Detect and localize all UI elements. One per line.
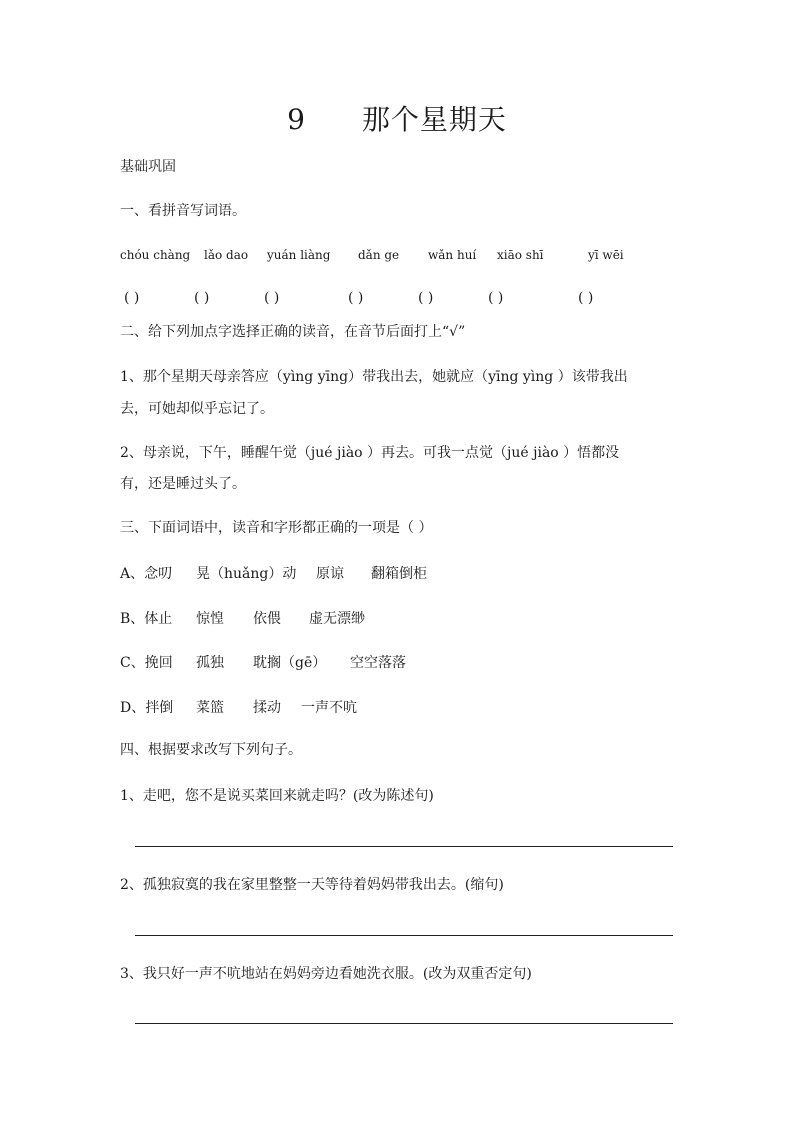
q2-heading: 二、给下列加点字选择正确的读音，在音节后面打上“√” <box>120 324 466 340</box>
option-label: C、挽回 <box>120 655 173 671</box>
q2-item1-line1: 1、那个星期天母亲答应（yìng yīng）带我出去，她就应（yīng yìng ）该带我出 <box>120 369 628 385</box>
option-label: A、念叨 <box>120 566 173 582</box>
pinyin-item: xiāo shī <box>497 248 544 262</box>
pinyin-item: dǎn ge <box>358 248 400 262</box>
option-word: 一声不吭 <box>301 700 357 716</box>
q4-item-1: 1、走吧，您不是说买菜回来就走吗？(改为陈述句) <box>120 788 434 804</box>
option-word: 虚无漂缈 <box>309 611 365 627</box>
q3-heading: 三、下面词语中，读音和字形都正确的一项是（ ） <box>120 520 433 536</box>
option-word: 惊惶 <box>196 611 224 627</box>
answer-line[interactable] <box>135 1023 673 1024</box>
q4-item-2: 2、孤独寂寞的我在家里整整一天等待着妈妈带我出去。(缩句) <box>120 877 504 893</box>
option-word: 揉动 <box>253 700 281 716</box>
answer-blank[interactable]: ( ) <box>194 290 210 306</box>
option-word: 晃（huǎng）动 <box>196 566 297 582</box>
q4-item-3: 3、我只好一声不吭地站在妈妈旁边看她洗衣服。(改为双重否定句) <box>120 966 532 982</box>
option-label: D、拌倒 <box>120 700 174 716</box>
option-word: 菜篮 <box>196 700 224 716</box>
option-word: 原谅 <box>316 566 344 582</box>
answer-blank[interactable]: ( ) <box>348 290 364 306</box>
answer-blank[interactable]: ( ) <box>418 290 434 306</box>
lesson-title: 那个星期天 <box>361 103 507 136</box>
option-word: 翻箱倒柜 <box>371 566 427 582</box>
section-basic-heading: 基础巩固 <box>120 159 176 175</box>
pinyin-item: lǎo dao <box>204 248 249 262</box>
answer-line[interactable] <box>135 846 673 847</box>
option-word: 空空落落 <box>350 655 406 671</box>
page-title <box>0 98 794 138</box>
answer-blank[interactable]: ( ) <box>124 290 140 306</box>
q2-item2-line1: 2、母亲说，下午，睡醒午觉（jué jiào ）再去。可我一点觉（jué jiào ）悟都没 <box>120 445 620 461</box>
q4-heading: 四、根据要求改写下列句子。 <box>120 742 302 758</box>
option-word: 耽搁（gē） <box>253 655 327 671</box>
lesson-number: 9 <box>287 103 306 136</box>
pinyin-item: wǎn huí <box>428 248 477 262</box>
pinyin-item: yī wēi <box>588 248 624 262</box>
pinyin-item: chóu chàng <box>120 248 191 262</box>
option-word: 依偎 <box>253 611 281 627</box>
option-label: B、体止 <box>120 611 173 627</box>
answer-line[interactable] <box>135 935 673 936</box>
q2-item2-line2: 有，还是睡过头了。 <box>120 476 246 492</box>
option-word: 孤独 <box>196 655 224 671</box>
pinyin-item: yuán liàng <box>267 248 331 262</box>
answer-blank[interactable]: ( ) <box>488 290 504 306</box>
q2-item1-line2: 去，可她却似乎忘记了。 <box>120 401 274 417</box>
answer-blank[interactable]: ( ) <box>578 290 594 306</box>
q1-heading: 一、看拼音写词语。 <box>120 203 246 219</box>
answer-blank[interactable]: ( ) <box>264 290 280 306</box>
